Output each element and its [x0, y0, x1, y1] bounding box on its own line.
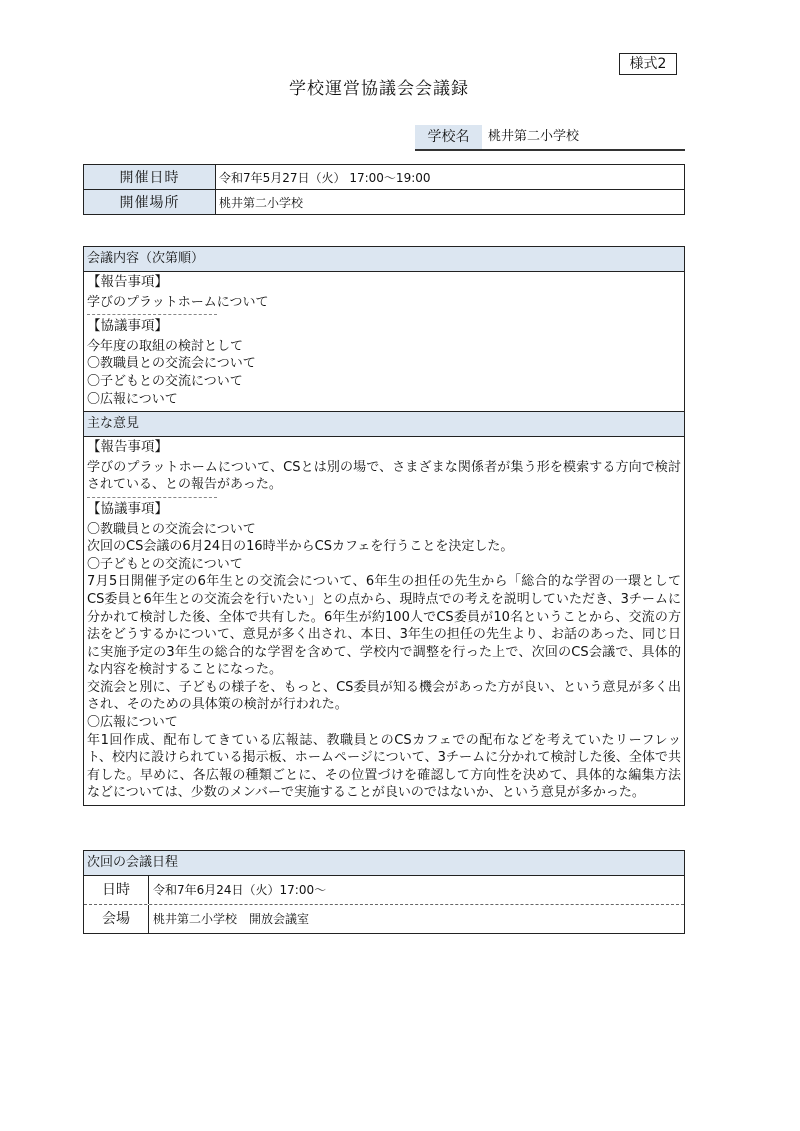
opinions-line: 〇広報について	[87, 715, 178, 731]
meeting-content-box	[83, 246, 685, 806]
next-meeting-venue-label: 会場	[84, 905, 149, 933]
document-title: 学校運営協議会会議録	[289, 79, 469, 99]
meeting-date-value: 令和7年5月27日（火） 17:00～19:00	[216, 165, 685, 190]
opinions-line: 〇教職員との交流会について	[87, 521, 256, 537]
meeting-place-label: 開催場所	[84, 190, 216, 215]
agenda-discussion-item: 〇広報について	[87, 391, 178, 407]
school-name-value: 桃井第二小学校	[488, 129, 580, 144]
meeting-date-label: 開催日時	[84, 165, 216, 190]
opinions-report-heading: 【報告事項】	[87, 439, 168, 456]
dashed-divider	[87, 314, 217, 315]
meeting-info-table	[83, 164, 685, 215]
opinions-line: 7月5日開催予定の6年生との交流会について、6年生の担任の先生から「総合的な学習の一環としてCS委員と6年生との交流会を行いたい」との点から、現時点での考えを説明していただき、3チームに分かれて検討した後、全体で共有した。6年生が約100人でCS委員が10名ということから、交流の方法をどうするかについて、意見が多く出され、本日、3年生の担任の先生より、お話のあった、同じ日に実施予定の3年生の総合的な学習を含めて、学校内で調整を行った上で、次回のCS会議で、具体的な内容を検討することになった。	[87, 574, 681, 678]
meeting-place-row	[84, 190, 685, 215]
opinions-heading: 主な意見	[84, 412, 684, 437]
opinions-report-text: 学びのプラットホームについて、CSとは別の場で、さまざまな関係者が集う形を模索する方向で検討されている、との報告があった。	[87, 459, 681, 493]
next-meeting-heading: 次回の会議日程	[84, 851, 684, 875]
meeting-date-row	[84, 165, 685, 190]
opinions-line: 年1回作成、配布してきている広報誌、教職員とのCSカフェでの配布などを考えていたリーフレット、校内に設けられている掲示板、ホームページについて、3チームに分かれて検討した後、全体で共有した。早めに、各広報の種類ごとに、その位置づけを確認して方向性を決めて、具体的な編集方法などについては、少数のメンバーで実施することが良いのではないか、という意見が多かった。	[87, 732, 681, 801]
agenda-body	[84, 272, 684, 412]
agenda-discussion-item: 〇教職員との交流会について	[87, 356, 256, 372]
next-meeting-date-row	[84, 875, 684, 904]
opinions-discussion-heading: 【協議事項】	[87, 500, 168, 517]
opinions-line: 交流会と別に、子どもの様子を、もっと、CS委員が知る機会があった方が良い、という意見が多く出され、そのための具体策の検討が行われた。	[87, 679, 681, 713]
dashed-divider	[87, 497, 217, 498]
next-meeting-venue-row	[84, 904, 684, 933]
opinions-line: 〇子どもとの交流について	[87, 556, 243, 572]
agenda-discussion-item: 〇子どもとの交流について	[87, 373, 243, 389]
form-number-badge: 様式2	[619, 53, 677, 75]
agenda-heading: 会議内容（次第順）	[84, 247, 684, 272]
meeting-place-value: 桃井第二小学校	[216, 190, 685, 215]
school-name-row	[415, 125, 685, 151]
next-meeting-box	[83, 850, 685, 934]
agenda-discussion-heading: 【協議事項】	[87, 318, 168, 335]
opinions-body	[84, 437, 684, 805]
next-meeting-venue-value: 桃井第二小学校 開放会議室	[153, 912, 310, 926]
agenda-report-heading: 【報告事項】	[87, 274, 168, 290]
agenda-report-item: 学びのプラットホームについて	[87, 294, 269, 310]
opinions-line: 次回のCS会議の6月24日の16時半からCSカフェを行うことを決定した。	[87, 539, 514, 555]
next-meeting-date-value: 令和7年6月24日（火）17:00～	[153, 883, 327, 897]
school-name-label: 学校名	[415, 125, 482, 149]
next-meeting-date-label: 日時	[84, 876, 149, 904]
agenda-discussion-item: 今年度の取組の検討として	[87, 338, 244, 354]
